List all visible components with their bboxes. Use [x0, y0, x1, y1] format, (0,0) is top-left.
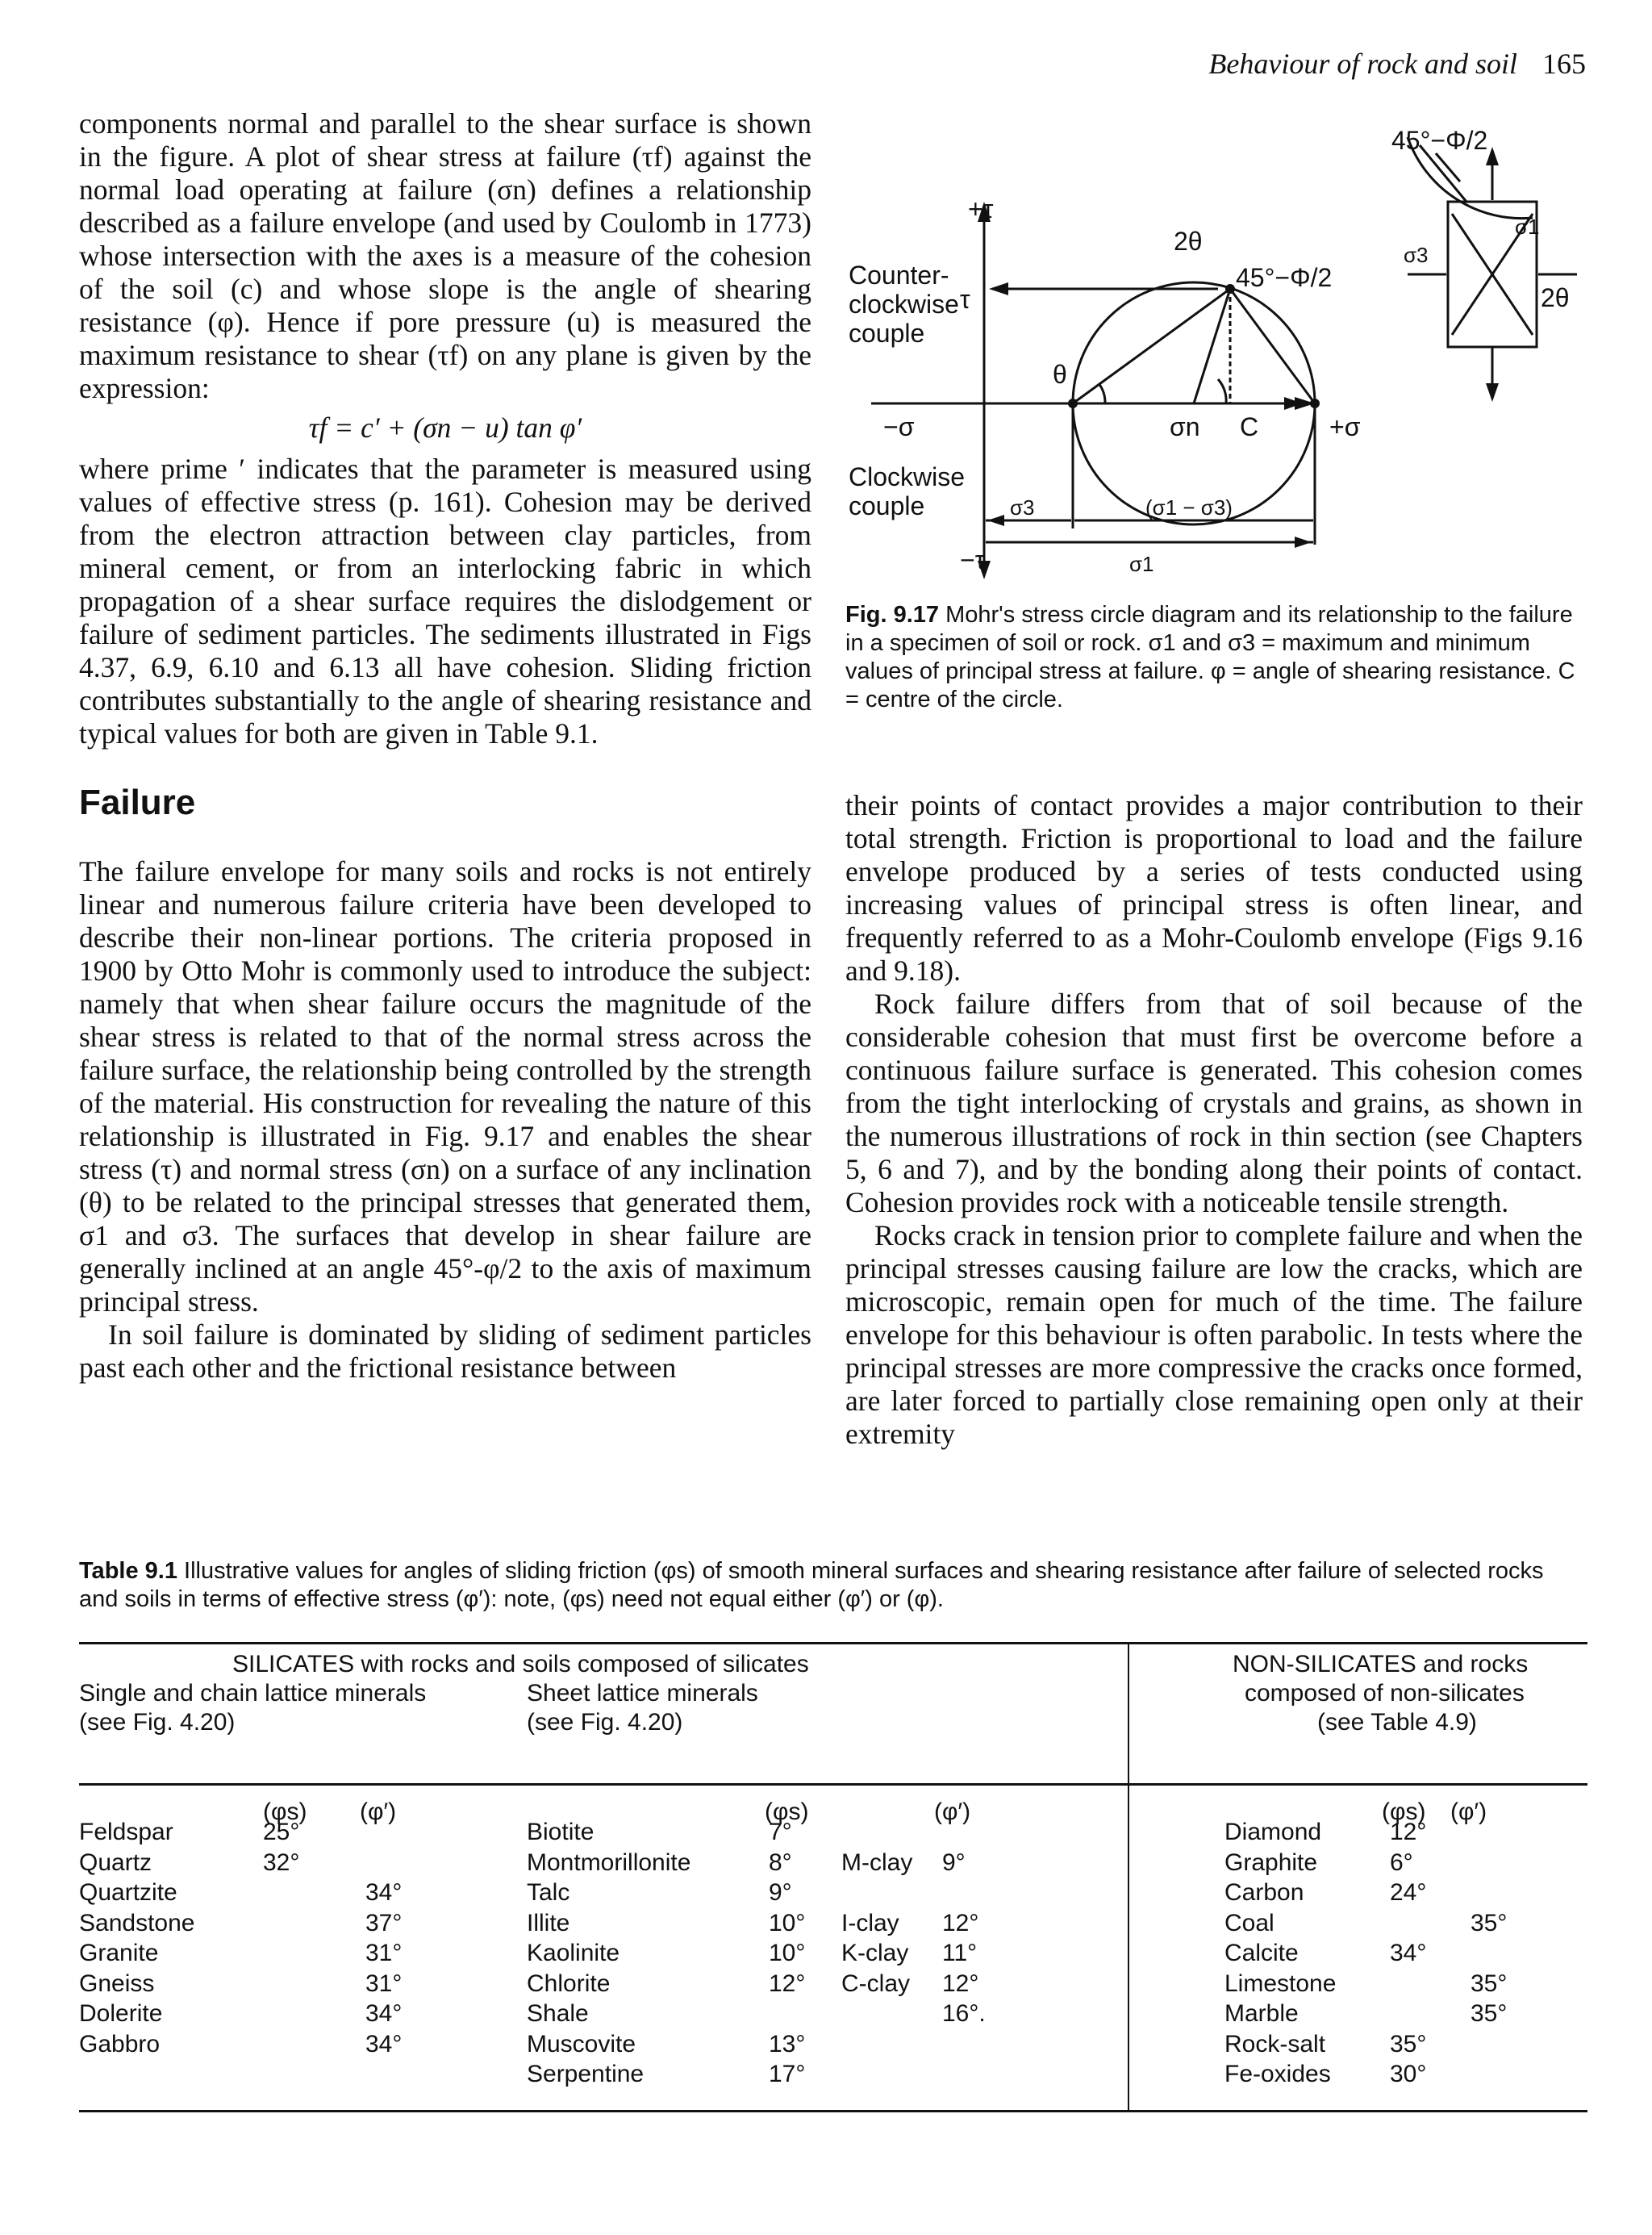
- phi-prime-value: 37°: [365, 1909, 403, 1936]
- paragraph-rock-failure: Rock failure differs from that of soil because of the considerable cohesion that must first be overcome before a continuous failure surface is generated. This cohesion comes from the tight interlocking of crystals and grains, as shown in the numerous illustrations of rock in thin section (see Chapters 5, 6 and 7), and by the bonding along their points of contact. Cohesion provides rock with a noticeable tensile strength.: [845, 988, 1583, 1218]
- label-angle-top: 45°−Φ/2: [1391, 126, 1488, 155]
- label-plus-tau: +τ: [968, 194, 994, 224]
- mineral-name: Quartzite: [79, 1879, 177, 1906]
- phi-s-value: 10°: [769, 1940, 806, 1966]
- label-sigma1: σ1: [1129, 552, 1154, 576]
- phi-s-value: 13°: [769, 2030, 806, 2057]
- label-clockwise-l: clockwise: [849, 290, 959, 319]
- right-column: [845, 789, 1583, 1451]
- label-centre: C: [1240, 412, 1259, 441]
- sub-single: Single and chain lattice minerals: [79, 1680, 427, 1707]
- table-caption-text: Illustrative values for angles of sliding friction (φs) of smooth mineral surfaces and shearing resistance after failure of selected rocks and soils in terms of effective stress (φ′): note, (φs) need not equal either (φ′) or (φ).: [79, 1558, 1544, 1612]
- mineral-name: Rock-salt: [1224, 2030, 1326, 2057]
- mineral-name: Calcite: [1224, 1940, 1299, 1966]
- paragraph-failure-envelope: The failure envelope for many soils and rocks is not entirely linear and numerous failure criteria have been developed to describe their non-linear portions. The criteria proposed in 1900 by Otto Mohr is commonly used to introduce the subject: namely that when shear failure occurs the magnitude of the shear stress is related to that of the normal stress across the failure surface, the relationship being controlled by the strength of the material. His construction for revealing the nature of this relationship is illustrated in Fig. 9.17 and enables the shear stress (τ) and normal stress (σn) on a surface of any inclination (θ) to be related to the principal stresses that generated them, σ1 and σ3. The surfaces that develop in shear failure are generally inclined at an angle 45°-φ/2 to the axis of maximum principal stress.: [79, 855, 811, 1318]
- mineral-name: Illite: [527, 1909, 570, 1936]
- phi-s-value: 25°: [263, 1819, 300, 1845]
- hdr-single-phip: (φ′): [360, 1798, 397, 1825]
- left-column: [79, 107, 811, 1385]
- phi-prime-value: 16°.: [942, 2000, 986, 2027]
- sub-sheet: Sheet lattice minerals: [527, 1680, 758, 1707]
- paragraph-cohesion: where prime ′ indicates that the parameter is measured using values of effective stress (p. 161). Cohesion may be derived from the electron attraction between clay particles, from mineral cement, or from an interlocking fabric in which propagation of a shear surface requires the dislodgement or failure of sediment particles. The sediments illustrated in Figs 4.37, 6.9, 6.10 and 6.13 all have cohesion. Sliding friction contributes substantially to the angle of shearing resistance and typical values for both are given in Table 9.1.: [79, 453, 811, 750]
- phi-s-value: 32°: [263, 1849, 300, 1876]
- mineral-name: Granite: [79, 1940, 159, 1966]
- mineral-name: Marble: [1224, 2000, 1299, 2027]
- mineral-name: Quartz: [79, 1849, 152, 1876]
- figure-caption-text: Mohr's stress circle diagram and its relationship to the failure in a specimen of soil or rock. σ1 and σ3 = maximum and minimum values of principal stress at failure. φ = angle of shearing resistance. C = centre of the circle.: [845, 602, 1575, 712]
- shear-equation: τf = c′ + (σn − u) tan φ′: [308, 411, 582, 444]
- mineral-name: Gneiss: [79, 1970, 155, 1997]
- phi-s-value: 24°: [1390, 1879, 1427, 1906]
- hdr-non-phip: (φ′): [1450, 1798, 1487, 1825]
- label-sigma3: σ3: [1010, 495, 1035, 520]
- phi-prime-value: 34°: [365, 1879, 403, 1906]
- label-two-theta: 2θ: [1174, 227, 1203, 256]
- mohr-circle-figure: [839, 105, 1589, 589]
- paragraph-intro: components normal and parallel to the shear surface is shown in the figure. A plot of shear stress at failure (τf) against the normal load operating at failure (σn) defines a relationship described as a failure envelope (and used by Coulomb in 1773) whose intersection with the axes is a measure of the cohesion of the soil (c) and whose slope is the angle of shearing resistance (φ). Hence if pore pressure (u) is measured the maximum resistance to shear (τf) on any plane is given by the expression:: [79, 107, 811, 404]
- mineral-name: Gabbro: [79, 2030, 161, 2057]
- label-angle: 45°−Φ/2: [1236, 263, 1333, 292]
- mineral-name: Graphite: [1224, 1849, 1318, 1876]
- label-counter: Counter-: [849, 261, 949, 290]
- clay-name: I-clay: [841, 1909, 899, 1936]
- mineral-name: Serpentine: [527, 2061, 645, 2087]
- clay-name: M-clay: [841, 1849, 913, 1876]
- phi-s-value: 9°: [769, 1879, 792, 1906]
- paragraph-tension: Rocks crack in tension prior to complete failure and when the principal stresses causing failure are low the cracks, which are microscopic, remain open for much of the time. The failure envelope for this behaviour is often parabolic. In tests where the principal stresses are more compressive the cracks once formed, are later forced to partially close remaining open only at their extremity: [845, 1219, 1583, 1450]
- phi-prime-value: 34°: [365, 2030, 403, 2057]
- clay-name: C-clay: [841, 1970, 911, 1997]
- label-sigma-n: σn: [1170, 412, 1200, 441]
- phi-s-value: 8°: [769, 1849, 792, 1876]
- mineral-name: Kaolinite: [527, 1940, 620, 1966]
- mineral-name: Carbon: [1224, 1879, 1304, 1906]
- mineral-name: Sandstone: [79, 1909, 195, 1936]
- phi-prime-value: 11°: [942, 1940, 978, 1966]
- mineral-name: Biotite: [527, 1819, 594, 1845]
- label-plus-sigma: +σ: [1329, 412, 1361, 441]
- mineral-name: Chlorite: [527, 1970, 611, 1997]
- phi-s-value: 35°: [1390, 2030, 1427, 2057]
- phi-prime-value: 12°: [942, 1909, 979, 1936]
- label-minus-sigma: −σ: [883, 412, 915, 441]
- paragraph-contact: their points of contact provides a major contribution to their total strength. Friction is proportional to load and the failure envelope produced by a series of tests conducted using increasing values of principal stress is often linear, and frequently referred to as a Mohr-Coulomb envelope (Figs 9.16 and 9.18).: [845, 789, 1583, 987]
- phi-prime-value: 35°: [1471, 1909, 1508, 1936]
- mineral-name: Shale: [527, 2000, 589, 2027]
- mineral-name: Muscovite: [527, 2030, 636, 2057]
- mineral-name: Fe-oxides: [1224, 2061, 1331, 2087]
- hdr-single-phis: (φs): [263, 1798, 307, 1825]
- label-block-sigma3: σ3: [1404, 243, 1429, 267]
- phi-s-value: 30°: [1390, 2061, 1427, 2087]
- phi-s-value: 12°: [769, 1970, 806, 1997]
- phi-prime-value: 31°: [365, 1940, 403, 1966]
- mineral-name: Dolerite: [79, 2000, 163, 2027]
- label-couple-2: couple: [849, 491, 925, 520]
- mineral-name: Talc: [527, 1879, 570, 1906]
- hdr-sheet-phip: (φ′): [934, 1798, 971, 1825]
- hdr-sheet-phis: (φs): [765, 1798, 809, 1825]
- mineral-name: Diamond: [1224, 1819, 1322, 1845]
- label-theta: θ: [1053, 360, 1067, 389]
- label-block-two-theta: 2θ: [1541, 283, 1570, 312]
- hdr-non-phis: (φs): [1382, 1798, 1426, 1825]
- phi-prime-value: 35°: [1471, 1970, 1508, 1997]
- phi-s-value: 7°: [769, 1819, 792, 1845]
- running-title: Behaviour of rock and soil: [1208, 48, 1517, 80]
- mineral-name: Limestone: [1224, 1970, 1337, 1997]
- phi-prime-value: 34°: [365, 2000, 403, 2027]
- phi-prime-value: 31°: [365, 1970, 403, 1997]
- running-header: [1208, 47, 1586, 81]
- figure-caption: [845, 601, 1587, 714]
- phi-prime-value: 9°: [942, 1849, 966, 1876]
- page-number: 165: [1542, 48, 1586, 80]
- group-non-1: NON-SILICATES and rocks: [1233, 1651, 1529, 1677]
- phi-prime-value: 12°: [942, 1970, 979, 1997]
- group-silicates: SILICATES with rocks and soils composed of silicates: [232, 1651, 809, 1677]
- label-tau: τ: [960, 285, 970, 314]
- sub-single-ref: (see Fig. 4.20): [79, 1709, 236, 1736]
- label-diff: (σ1 − σ3): [1145, 495, 1233, 520]
- phi-s-value: 12°: [1390, 1819, 1427, 1845]
- mohr-circle-diagram: [839, 105, 1589, 589]
- phi-s-value: 34°: [1390, 1940, 1427, 1966]
- label-block-sigma1: σ1: [1515, 215, 1540, 239]
- group-non-2: composed of non-silicates: [1245, 1680, 1525, 1707]
- figure-caption-label: Fig. 9.17: [845, 602, 940, 628]
- phi-s-value: 10°: [769, 1909, 806, 1936]
- table-caption: [79, 1557, 1587, 1614]
- mineral-name: Feldspar: [79, 1819, 173, 1845]
- paragraph-soil-failure: In soil failure is dominated by sliding of sediment particles past each other and the frictional resistance between: [79, 1318, 811, 1384]
- group-non-3: (see Table 4.9): [1317, 1709, 1477, 1736]
- sub-sheet-ref: (see Fig. 4.20): [527, 1709, 683, 1736]
- label-couple-1: couple: [849, 319, 925, 348]
- section-heading-failure: Failure: [79, 783, 196, 822]
- label-minus-tau: −τ: [960, 545, 986, 574]
- phi-s-value: 6°: [1390, 1849, 1413, 1876]
- phi-s-value: 17°: [769, 2061, 806, 2087]
- table-caption-label: Table 9.1: [79, 1558, 177, 1584]
- clay-name: K-clay: [841, 1940, 909, 1966]
- label-clockwise: Clockwise: [849, 462, 966, 491]
- phi-prime-value: 35°: [1471, 2000, 1508, 2027]
- mineral-name: Montmorillonite: [527, 1849, 691, 1876]
- mineral-name: Coal: [1224, 1909, 1274, 1936]
